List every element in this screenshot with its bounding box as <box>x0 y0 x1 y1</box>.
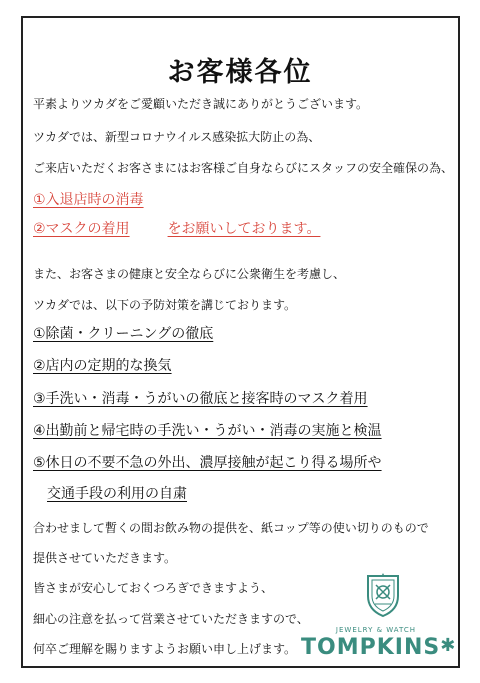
measure-item-2: ②店内の定期的な換気 <box>33 358 172 374</box>
closing-line-3: 皆さまが安心しておくつろぎできますよう、 <box>33 581 274 595</box>
closing-line-1: 合わせまして暫くの間お飲み物の提供を、紙コップ等の使い切りのもので <box>33 521 429 535</box>
measures-intro-1: また、お客さまの健康と安全ならびに公衆衛生を考慮し、 <box>33 267 346 281</box>
logo-tagline: JEWELRY & WATCH <box>335 626 417 634</box>
logo-wordmark <box>301 635 456 660</box>
notice-title: お客様各位 <box>167 57 313 88</box>
tompkins-emblem-icon <box>362 568 404 620</box>
closing-line-4: 細心の注意を払って営業させていただきますので、 <box>33 612 309 626</box>
logo-brand-text: TOMPKINS <box>301 635 441 660</box>
closing-line-5: 何卒ご理解を賜りますようお願い申し上げます。 <box>33 642 297 656</box>
measure-item-5: ⑤休日の不要不急の外出、濃厚接触が起こり得る場所や <box>33 455 382 471</box>
request-item-2 <box>33 220 320 238</box>
measure-item-4: ④出勤前と帰宅時の手洗い・うがい・消毒の実施と検温 <box>33 423 382 439</box>
measure-item-3: ③手洗い・消毒・うがいの徹底と接客時のマスク着用 <box>33 391 368 407</box>
intro-line-1: 平素よりツカダをご愛顧いただき誠にありがとうございます。 <box>33 97 369 111</box>
intro-line-2: ツカダでは、新型コロナウイルス感染拡大防止の為、 <box>33 130 321 144</box>
intro-line-3: ご来店いただくお客さまにはお客様ご自身ならびにスタッフの安全確保の為、 <box>33 161 454 175</box>
request-item-1: ①入退店時の消毒 <box>33 192 144 208</box>
measure-item-1: ①除菌・クリーニングの徹底 <box>33 326 214 342</box>
measures-intro-2: ツカダでは、以下の予防対策を講じております。 <box>33 298 297 312</box>
star-icon: ✱ <box>440 635 457 656</box>
request-item-2-label: ②マスクの着用 <box>33 221 130 237</box>
closing-line-2: 提供させていただきます。 <box>33 551 177 565</box>
request-item-2-suffix: をお願いしております。 <box>167 221 321 237</box>
measure-item-5-cont: 交通手段の利用の自粛 <box>47 486 187 502</box>
